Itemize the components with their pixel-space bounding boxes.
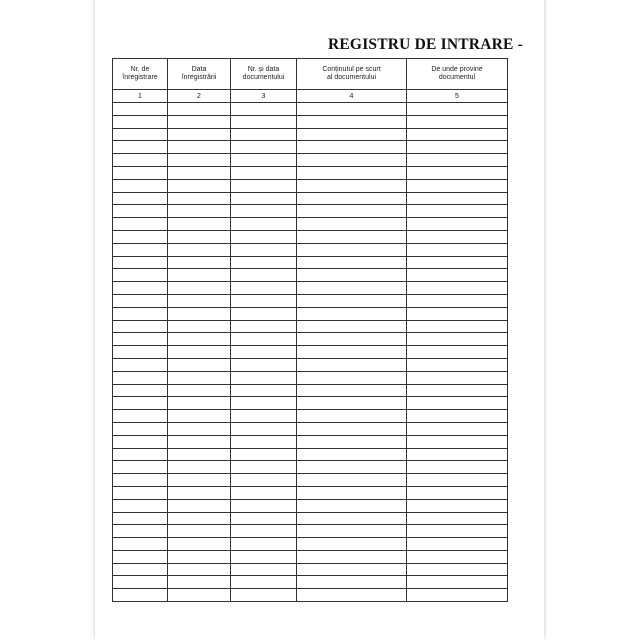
- register-cell: [168, 474, 231, 487]
- register-cell: [407, 179, 508, 192]
- register-cell: [113, 346, 168, 359]
- register-cell: [168, 166, 231, 179]
- register-cell: [168, 154, 231, 167]
- column-header-document-number-date: [231, 59, 297, 90]
- register-cell: [297, 256, 407, 269]
- register-row: [113, 192, 508, 205]
- register-row: [113, 103, 508, 116]
- register-row: [113, 397, 508, 410]
- register-cell: [113, 166, 168, 179]
- register-cell: [407, 474, 508, 487]
- register-cell: [407, 397, 508, 410]
- register-cell: [113, 371, 168, 384]
- register-row: [113, 320, 508, 333]
- header-row: [113, 59, 508, 90]
- register-cell: [231, 320, 297, 333]
- column-number-row: [113, 90, 508, 103]
- register-cell: [231, 192, 297, 205]
- register-row: [113, 410, 508, 423]
- register-cell: [231, 205, 297, 218]
- register-row: [113, 384, 508, 397]
- column-number: 4: [297, 90, 407, 103]
- register-row: [113, 256, 508, 269]
- register-cell: [113, 499, 168, 512]
- register-cell: [407, 486, 508, 499]
- register-row: [113, 115, 508, 128]
- register-cell: [231, 397, 297, 410]
- register-cell: [407, 499, 508, 512]
- register-cell: [113, 115, 168, 128]
- register-cell: [168, 256, 231, 269]
- header-line: documentul: [438, 74, 476, 81]
- register-cell: [231, 269, 297, 282]
- register-cell: [407, 115, 508, 128]
- register-cell: [231, 154, 297, 167]
- register-cell: [231, 461, 297, 474]
- register-cell: [168, 115, 231, 128]
- register-cell: [168, 141, 231, 154]
- register-cell: [168, 333, 231, 346]
- register-cell: [297, 269, 407, 282]
- register-row: [113, 205, 508, 218]
- register-cell: [231, 576, 297, 589]
- register-cell: [297, 499, 407, 512]
- register-cell: [297, 205, 407, 218]
- register-cell: [297, 346, 407, 359]
- register-cell: [407, 307, 508, 320]
- register-row: [113, 154, 508, 167]
- register-row: [113, 128, 508, 141]
- register-cell: [113, 307, 168, 320]
- register-cell: [113, 243, 168, 256]
- register-cell: [407, 103, 508, 116]
- register-cell: [297, 154, 407, 167]
- register-cell: [168, 499, 231, 512]
- register-row: [113, 550, 508, 563]
- register-cell: [168, 410, 231, 423]
- register-cell: [113, 103, 168, 116]
- register-row: [113, 448, 508, 461]
- register-table: [112, 58, 508, 602]
- register-cell: [113, 589, 168, 602]
- register-cell: [113, 282, 168, 295]
- register-row: [113, 230, 508, 243]
- register-cell: [113, 269, 168, 282]
- register-cell: [407, 154, 508, 167]
- register-cell: [297, 435, 407, 448]
- register-cell: [168, 512, 231, 525]
- register-cell: [113, 230, 168, 243]
- register-row: [113, 307, 508, 320]
- header-line: al documentului: [326, 74, 377, 81]
- register-cell: [297, 294, 407, 307]
- register-cell: [231, 103, 297, 116]
- register-cell: [231, 179, 297, 192]
- register-cell: [297, 243, 407, 256]
- register-cell: [407, 333, 508, 346]
- header-line: Nr. și data: [247, 66, 280, 73]
- register-cell: [168, 563, 231, 576]
- register-cell: [297, 358, 407, 371]
- header-line: înregistrare: [122, 74, 158, 81]
- register-cell: [168, 461, 231, 474]
- register-cell: [297, 179, 407, 192]
- register-cell: [113, 410, 168, 423]
- register-cell: [407, 525, 508, 538]
- register-row: [113, 371, 508, 384]
- register-cell: [297, 486, 407, 499]
- register-row: [113, 346, 508, 359]
- register-cell: [407, 346, 508, 359]
- register-cell: [168, 486, 231, 499]
- register-cell: [168, 320, 231, 333]
- register-cell: [297, 512, 407, 525]
- column-number: 2: [168, 90, 231, 103]
- register-cell: [113, 205, 168, 218]
- register-cell: [113, 358, 168, 371]
- register-cell: [113, 294, 168, 307]
- register-cell: [231, 589, 297, 602]
- register-cell: [297, 282, 407, 295]
- register-cell: [407, 269, 508, 282]
- register-cell: [297, 371, 407, 384]
- register-row: [113, 294, 508, 307]
- register-cell: [113, 333, 168, 346]
- register-cell: [168, 269, 231, 282]
- register-cell: [297, 128, 407, 141]
- register-cell: [168, 218, 231, 231]
- register-row: [113, 474, 508, 487]
- register-cell: [231, 563, 297, 576]
- register-cell: [297, 166, 407, 179]
- register-cell: [168, 525, 231, 538]
- header-line: înregistrării: [181, 74, 217, 81]
- register-cell: [168, 384, 231, 397]
- register-cell: [407, 550, 508, 563]
- column-number: 1: [113, 90, 168, 103]
- register-row: [113, 269, 508, 282]
- register-cell: [407, 410, 508, 423]
- register-cell: [168, 307, 231, 320]
- register-cell: [407, 512, 508, 525]
- register-row: [113, 576, 508, 589]
- register-cell: [113, 179, 168, 192]
- register-cell: [113, 384, 168, 397]
- register-cell: [168, 448, 231, 461]
- register-cell: [168, 576, 231, 589]
- register-cell: [407, 435, 508, 448]
- header-line: documentului: [242, 74, 285, 81]
- register-row: [113, 461, 508, 474]
- register-cell: [168, 371, 231, 384]
- register-row: [113, 358, 508, 371]
- register-cell: [407, 320, 508, 333]
- register-row: [113, 141, 508, 154]
- register-row: [113, 435, 508, 448]
- register-cell: [113, 448, 168, 461]
- register-cell: [297, 563, 407, 576]
- register-cell: [297, 448, 407, 461]
- register-cell: [407, 192, 508, 205]
- register-cell: [231, 525, 297, 538]
- register-cell: [113, 474, 168, 487]
- register-cell: [297, 320, 407, 333]
- register-cell: [168, 128, 231, 141]
- register-cell: [231, 486, 297, 499]
- register-row: [113, 333, 508, 346]
- register-cell: [231, 243, 297, 256]
- register-cell: [231, 128, 297, 141]
- register-cell: [297, 474, 407, 487]
- register-cell: [407, 422, 508, 435]
- register-cell: [113, 486, 168, 499]
- register-cell: [231, 307, 297, 320]
- register-row: [113, 166, 508, 179]
- register-cell: [113, 422, 168, 435]
- register-cell: [113, 141, 168, 154]
- register-cell: [407, 205, 508, 218]
- column-header-registration-date: [168, 59, 231, 90]
- register-cell: [407, 243, 508, 256]
- register-cell: [168, 397, 231, 410]
- register-cell: [407, 128, 508, 141]
- register-cell: [168, 192, 231, 205]
- register-cell: [168, 358, 231, 371]
- register-cell: [113, 461, 168, 474]
- register-cell: [168, 230, 231, 243]
- register-cell: [407, 538, 508, 551]
- register-cell: [231, 550, 297, 563]
- register-cell: [231, 422, 297, 435]
- register-cell: [407, 448, 508, 461]
- register-row: [113, 538, 508, 551]
- register-cell: [231, 499, 297, 512]
- register-cell: [297, 384, 407, 397]
- register-cell: [113, 320, 168, 333]
- register-cell: [168, 243, 231, 256]
- register-cell: [407, 141, 508, 154]
- register-cell: [297, 103, 407, 116]
- register-cell: [113, 128, 168, 141]
- register-cell: [297, 461, 407, 474]
- column-header-document-origin: [407, 59, 508, 90]
- register-cell: [407, 256, 508, 269]
- register-cell: [113, 397, 168, 410]
- register-cell: [113, 256, 168, 269]
- register-cell: [113, 192, 168, 205]
- register-cell: [407, 166, 508, 179]
- header-line: Conținutul pe scurt: [322, 66, 381, 73]
- header-line: De unde provine: [431, 66, 483, 73]
- register-cell: [231, 512, 297, 525]
- register-cell: [113, 538, 168, 551]
- register-cell: [113, 576, 168, 589]
- register-cell: [297, 141, 407, 154]
- register-row: [113, 512, 508, 525]
- register-row: [113, 499, 508, 512]
- register-cell: [231, 333, 297, 346]
- register-cell: [168, 103, 231, 116]
- register-cell: [168, 538, 231, 551]
- register-row: [113, 486, 508, 499]
- register-row: [113, 243, 508, 256]
- register-cell: [297, 589, 407, 602]
- register-cell: [231, 294, 297, 307]
- register-cell: [168, 550, 231, 563]
- register-cell: [231, 435, 297, 448]
- register-cell: [231, 410, 297, 423]
- register-cell: [297, 230, 407, 243]
- register-cell: [168, 422, 231, 435]
- register-cell: [297, 333, 407, 346]
- register-cell: [113, 525, 168, 538]
- register-cell: [113, 154, 168, 167]
- register-cell: [231, 282, 297, 295]
- header-line: Nr. de: [130, 66, 150, 73]
- register-cell: [231, 218, 297, 231]
- register-cell: [297, 422, 407, 435]
- register-cell: [297, 576, 407, 589]
- register-cell: [113, 435, 168, 448]
- register-cell: [297, 218, 407, 231]
- register-entries: [113, 103, 508, 602]
- register-title: REGISTRU DE INTRARE -: [328, 36, 523, 53]
- register-cell: [407, 282, 508, 295]
- register-cell: [297, 550, 407, 563]
- register-cell: [231, 371, 297, 384]
- register-cell: [113, 550, 168, 563]
- register-cell: [113, 512, 168, 525]
- register-cell: [231, 474, 297, 487]
- register-cell: [168, 179, 231, 192]
- register-cell: [297, 192, 407, 205]
- column-number: 3: [231, 90, 297, 103]
- register-row: [113, 179, 508, 192]
- register-cell: [168, 282, 231, 295]
- register-cell: [168, 205, 231, 218]
- register-row: [113, 525, 508, 538]
- register-cell: [231, 384, 297, 397]
- register-cell: [231, 115, 297, 128]
- register-row: [113, 422, 508, 435]
- register-cell: [231, 166, 297, 179]
- register-cell: [297, 410, 407, 423]
- register-cell: [407, 461, 508, 474]
- column-header-registration-number: [113, 59, 168, 90]
- register-cell: [231, 448, 297, 461]
- register-row: [113, 589, 508, 602]
- register-cell: [407, 230, 508, 243]
- register-cell: [168, 346, 231, 359]
- register-cell: [297, 115, 407, 128]
- register-cell: [113, 563, 168, 576]
- register-cell: [407, 384, 508, 397]
- register-cell: [297, 538, 407, 551]
- column-number: 5: [407, 90, 508, 103]
- register-cell: [407, 371, 508, 384]
- register-row: [113, 282, 508, 295]
- register-cell: [168, 589, 231, 602]
- register-cell: [407, 563, 508, 576]
- register-cell: [168, 435, 231, 448]
- register-cell: [231, 358, 297, 371]
- register-cell: [297, 307, 407, 320]
- register-cell: [297, 397, 407, 410]
- register-cell: [231, 538, 297, 551]
- register-cell: [168, 294, 231, 307]
- column-header-document-summary: [297, 59, 407, 90]
- register-cell: [231, 256, 297, 269]
- register-cell: [231, 141, 297, 154]
- register-cell: [407, 576, 508, 589]
- register-cell: [407, 358, 508, 371]
- register-cell: [407, 218, 508, 231]
- header-line: Data: [191, 66, 207, 73]
- register-row: [113, 218, 508, 231]
- register-cell: [407, 294, 508, 307]
- register-cell: [407, 589, 508, 602]
- register-cell: [231, 230, 297, 243]
- register-cell: [297, 525, 407, 538]
- register-cell: [231, 346, 297, 359]
- register-cell: [113, 218, 168, 231]
- register-row: [113, 563, 508, 576]
